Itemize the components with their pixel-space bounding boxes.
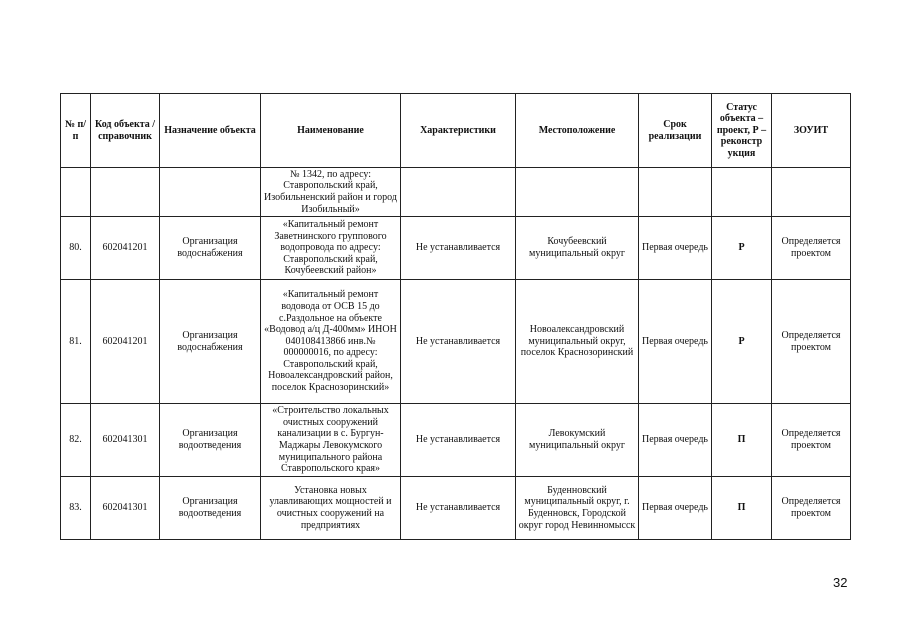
header-zouit: ЗОУИТ — [772, 94, 851, 168]
header-code: Код объекта / справочник — [91, 94, 160, 168]
cell-name: «Строительство локальных очистных сооружений канализации в с. Бургун-Маджары Левокумского муниципального района Ставропольского края» — [261, 404, 401, 477]
cell-code — [91, 168, 160, 217]
cell-num: 83. — [61, 477, 91, 540]
table-row — [61, 280, 851, 404]
cell-characteristics — [401, 168, 516, 217]
page-number: 32 — [833, 575, 848, 590]
cell-name: «Капитальный ремонт водовода от ОСВ 15 до с.Раздольное на объекте «Водовод а/ц Д-400мм» ИНОН 040108413866 инв.№ 000000016, по адресу: Ставропольский край, Новоалександровский район, поселок Краснозоринский» — [261, 280, 401, 404]
cell-status: П — [712, 404, 772, 477]
cell-zouit: Определяется проектом — [772, 217, 851, 280]
cell-name: «Капитальный ремонт Заветнинского группового водопровода по адресу: Ставропольский край, Кочубеевский район» — [261, 217, 401, 280]
header-purpose: Назначение объекта — [160, 94, 261, 168]
cell-zouit: Определяется проектом — [772, 477, 851, 540]
cell-characteristics: Не устанавливается — [401, 217, 516, 280]
cell-characteristics: Не устанавливается — [401, 280, 516, 404]
cell-num: 81. — [61, 280, 91, 404]
cell-term: Первая очередь — [639, 280, 712, 404]
cell-code: 602041301 — [91, 477, 160, 540]
table-row — [61, 477, 851, 540]
cell-characteristics: Не устанавливается — [401, 404, 516, 477]
cell-purpose: Организация водоотведения — [160, 404, 261, 477]
header-term: Срок реализации — [639, 94, 712, 168]
cell-zouit: Определяется проектом — [772, 404, 851, 477]
table-row — [61, 217, 851, 280]
cell-term: Первая очередь — [639, 477, 712, 540]
cell-code: 602041201 — [91, 217, 160, 280]
cell-purpose — [160, 168, 261, 217]
cell-purpose: Организация водоотведения — [160, 477, 261, 540]
cell-location — [516, 168, 639, 217]
cell-status — [712, 168, 772, 217]
cell-location: Кочубеевский муниципальный округ — [516, 217, 639, 280]
cell-term: Первая очередь — [639, 404, 712, 477]
cell-num: 80. — [61, 217, 91, 280]
cell-location: Буденновский муниципальный округ, г. Буденновск, Городской округ город Невинномысск — [516, 477, 639, 540]
cell-term: Первая очередь — [639, 217, 712, 280]
continuation-row — [61, 168, 851, 217]
cell-num — [61, 168, 91, 217]
cell-location: Левокумский муниципальный округ — [516, 404, 639, 477]
cell-zouit — [772, 168, 851, 217]
cell-status: П — [712, 477, 772, 540]
cell-name: Установка новых улавливающих мощностей и очистных сооружений на предприятиях — [261, 477, 401, 540]
cell-num: 82. — [61, 404, 91, 477]
header-status: Статус объекта – проект, Р – реконстр укция — [712, 94, 772, 168]
cell-status: Р — [712, 217, 772, 280]
table-row — [61, 404, 851, 477]
cell-status: Р — [712, 280, 772, 404]
header-num: № п/п — [61, 94, 91, 168]
cell-purpose: Организация водоснабжения — [160, 217, 261, 280]
cell-location: Новоалександровский муниципальный округ, поселок Краснозоринский — [516, 280, 639, 404]
cell-characteristics: Не устанавливается — [401, 477, 516, 540]
cell-code: 602041201 — [91, 280, 160, 404]
cell-zouit: Определяется проектом — [772, 280, 851, 404]
cell-term — [639, 168, 712, 217]
cell-name: № 1342, по адресу: Ставропольский край, Изобильненский район и город Изобильный» — [261, 168, 401, 217]
cell-code: 602041301 — [91, 404, 160, 477]
register-table-wrapper — [60, 93, 850, 540]
header-location: Местоположение — [516, 94, 639, 168]
header-characteristics: Характеристики — [401, 94, 516, 168]
header-row — [61, 94, 851, 168]
register-table — [60, 93, 851, 540]
cell-purpose: Организация водоснабжения — [160, 280, 261, 404]
header-name: Наименование — [261, 94, 401, 168]
